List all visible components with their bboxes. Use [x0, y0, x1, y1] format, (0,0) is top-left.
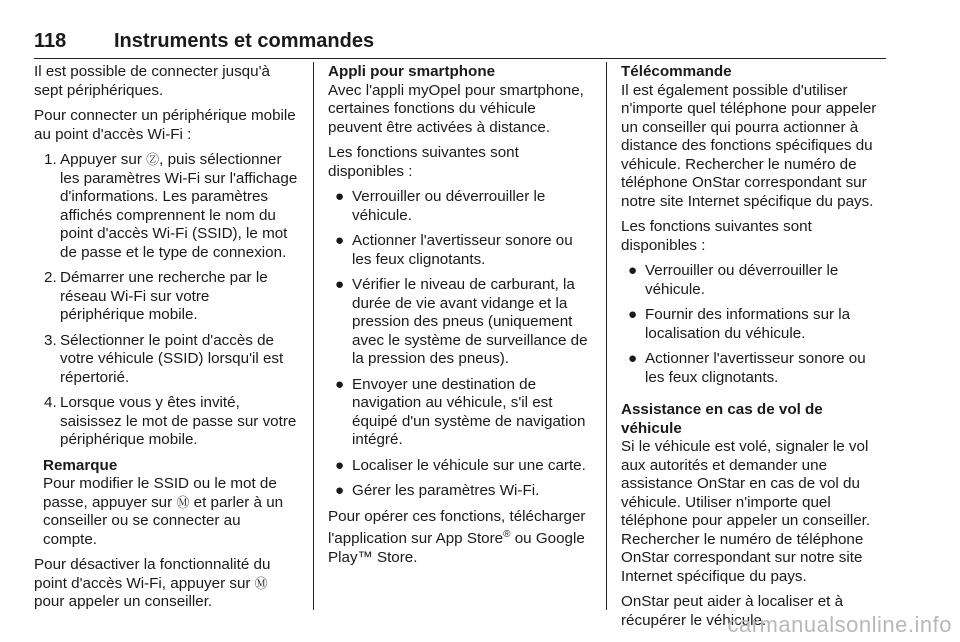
bullet-icon: ●	[335, 456, 345, 474]
bullet-icon: ●	[628, 262, 638, 279]
bullet-icon: ●	[335, 482, 345, 499]
step-text: Sélectionner le point d'accès de votre véhicule (SSID) lorsqu'il est répertorié.	[60, 331, 284, 386]
list-item	[328, 457, 590, 476]
page-number: 118	[34, 30, 67, 52]
list-item-text: Verrouiller ou déverrouiller le véhicule.	[645, 262, 839, 298]
note-text-part: et parler à un conseiller ou se connecter au compte.	[43, 493, 284, 548]
list-item	[328, 376, 590, 450]
step-text: Appuyer sur	[60, 151, 147, 168]
paragraph	[34, 556, 298, 612]
list-item-text: Localiser le véhicule sur une carte.	[352, 456, 586, 474]
section-heading: Appli pour smartphone	[328, 63, 496, 80]
column-2	[328, 63, 590, 574]
step-text: Lorsque vous y êtes invité, saisissez le mot de passe sur votre périphérique mobile.	[60, 394, 297, 448]
bullet-icon: ●	[335, 375, 345, 393]
list-item	[328, 232, 590, 269]
bullet-icon: ●	[335, 232, 345, 249]
list-item-text: Verrouiller ou déverrouiller le véhicule.	[352, 188, 546, 224]
paragraph: Les fonctions suivantes sont disponibles :	[328, 144, 519, 180]
column-1	[34, 63, 298, 619]
bullet-icon: ●	[335, 188, 345, 205]
column-divider	[313, 62, 314, 610]
note-text-part: Pour modifier le SSID ou le mot de passe, appuyer sur	[43, 475, 277, 511]
step-text: , puis sélectionner les paramètres Wi-Fi sur l'affichage d'informations. Les paramètres affichés comprennent le nom du point d'accès Wi-Fi (SSID), le mot de passe et le type de connexion.	[60, 151, 298, 261]
list-item	[621, 306, 885, 343]
list-item	[328, 276, 590, 369]
paragraph: OnStar peut aider à localiser et à récupérer le véhicule.	[621, 593, 844, 629]
watermark: carmanualsonline.info	[727, 612, 952, 637]
list-item	[621, 350, 885, 387]
list-item-text: Actionner l'avertisseur sonore ou les feux clignotants.	[352, 232, 573, 268]
paragraph-part: Pour désactiver la fonctionnalité du point d'accès Wi-Fi, appuyer sur	[34, 556, 271, 592]
list-item-text: Actionner l'avertisseur sonore ou les feux clignotants.	[645, 350, 866, 386]
paragraph: Si le véhicule est volé, signaler le vol aux autorités et demander une assistance OnStar en cas de vol du véhicule. Utiliser n'importe quel téléphone pour appeler un conseiller. Rechercher le numéro de téléphone OnStar correspondant sur notre site Internet spécifique du pays.	[621, 438, 871, 585]
list-item	[34, 269, 298, 325]
onstar-button-icon: Ⓜ	[254, 575, 268, 591]
list-item	[34, 394, 298, 450]
bullet-list	[328, 188, 590, 501]
paragraph: Les fonctions suivantes sont disponibles :	[621, 218, 812, 254]
step-number: 3.	[44, 331, 57, 349]
steps-list	[34, 151, 298, 450]
bullet-list	[621, 262, 885, 387]
note-text	[43, 475, 298, 549]
settings-symbol-icon: Ⓩ	[146, 152, 160, 167]
note-box	[34, 457, 298, 550]
section-heading: Télécommande	[621, 63, 732, 80]
column-divider	[606, 62, 607, 610]
paragraph: Il est possible de connecter jusqu'à sept périphériques.	[34, 63, 270, 99]
column-3	[621, 63, 885, 637]
list-item-text: Gérer les paramètres Wi-Fi.	[352, 482, 540, 499]
list-item	[328, 188, 590, 225]
paragraph: Avec l'appli myOpel pour smartphone, certaines fonctions du véhicule peuvent être activées à distance.	[328, 81, 584, 136]
registered-mark: ®	[503, 529, 511, 540]
note-title: Remarque	[43, 456, 118, 474]
section-heading: Assistance en cas de vol de véhicule	[621, 401, 823, 437]
bullet-icon: ●	[628, 350, 638, 367]
bullet-icon: ●	[628, 306, 638, 323]
paragraph: Il est également possible d'utiliser n'importe quel téléphone pour appeler un conseiller qui pourra actionner à distance des fonctions spécifiques du véhicule. Rechercher le numéro de téléphone OnStar correspondant sur notre site Internet spécifique du pays.	[621, 81, 877, 210]
paragraph	[328, 508, 590, 568]
paragraph-part: pour appeler un conseiller.	[34, 593, 213, 610]
step-text: Démarrer une recherche par le réseau Wi-Fi sur votre périphérique mobile.	[60, 269, 268, 323]
paragraph-part: ou Google Play™ Store.	[328, 530, 585, 566]
paragraph-part: Pour opérer ces fonctions, télécharger l'application sur App Store	[328, 507, 586, 548]
onstar-button-icon: Ⓜ	[176, 494, 190, 510]
page-title: Instruments et commandes	[114, 30, 375, 52]
list-item	[621, 262, 885, 299]
list-item-text: Vérifier le niveau de carburant, la durée de vie avant vidange et la pression des pneus (uniquement avec le système de surveillance de la pression des pneus).	[352, 276, 588, 367]
step-number: 2.	[44, 269, 57, 286]
bullet-icon: ●	[335, 276, 345, 293]
list-item	[328, 482, 590, 501]
list-item-text: Envoyer une destination de navigation au véhicule, s'il est équipé d'un système de navigation intégré.	[352, 375, 586, 448]
step-number: 4.	[44, 394, 57, 411]
paragraph: Pour connecter un périphérique mobile au point d'accès Wi-Fi :	[34, 107, 296, 143]
list-item-text: Fournir des informations sur la localisation du véhicule.	[645, 306, 851, 342]
page-header	[34, 24, 886, 59]
list-item	[34, 332, 298, 388]
step-number: 1.	[44, 151, 57, 168]
list-item	[34, 151, 298, 262]
